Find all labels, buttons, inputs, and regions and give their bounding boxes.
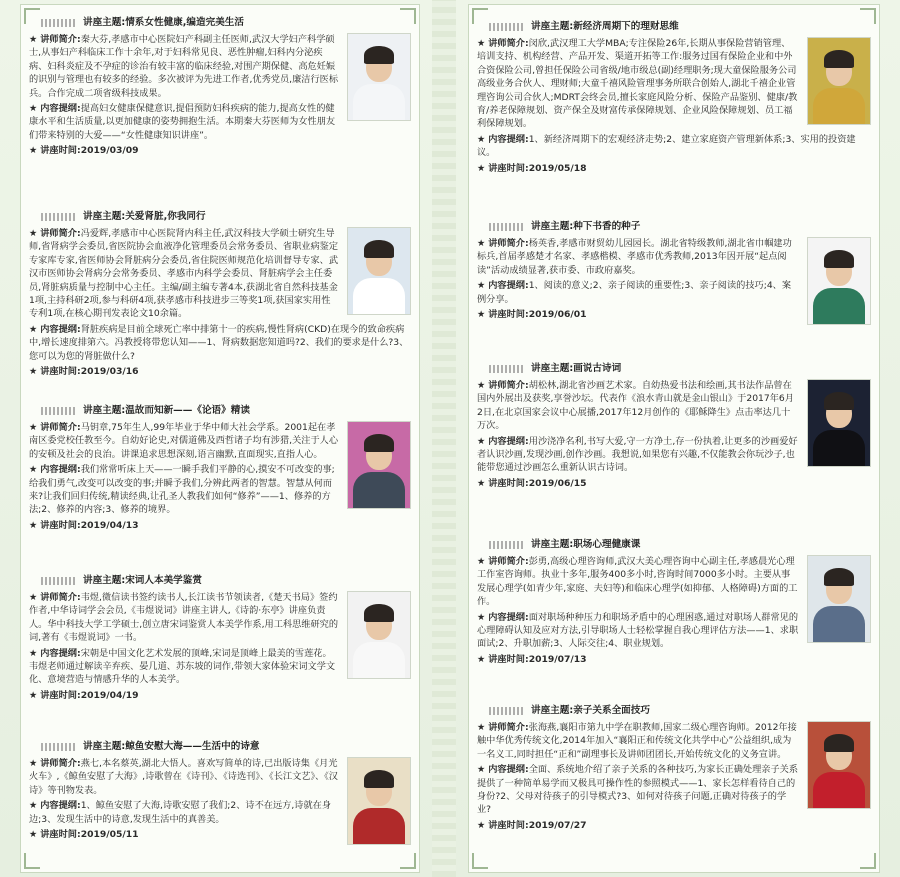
topic-label: 讲座主题: <box>83 17 126 28</box>
bullet-star-icon: ★ <box>29 422 38 433</box>
content-outline-text: 宋朝是中国文化艺术发展的顶峰,宋词是顶峰上最美的雪莲花。韦煜老师通过解读辛弃疾、晏几道、苏东坡的词作,带领大家体验宋词文学文化、意境营造与情感升华的人本美学。 <box>29 647 336 686</box>
topic-title: 种下书香的种子 <box>573 221 641 232</box>
lecture-topic <box>477 537 873 553</box>
bullet-star-icon: ★ <box>477 133 486 145</box>
topic-decoration <box>489 707 523 715</box>
lecture-block <box>477 361 873 490</box>
speaker-photo <box>807 237 871 325</box>
speaker-intro-label: 讲师简介: <box>40 422 81 433</box>
bullet-star-icon: ★ <box>477 162 486 174</box>
bullet-star-icon: ★ <box>477 653 486 665</box>
topic-decoration <box>489 541 523 549</box>
content-outline-label: 内容提纲: <box>488 764 529 776</box>
topic-decoration <box>41 19 75 27</box>
content-outline-text: 1、阅读的意义;2、亲子阅读的重要性;3、亲子阅读的技巧;4、案例分享。 <box>477 280 792 305</box>
bullet-star-icon: ★ <box>29 689 38 701</box>
bullet-star-icon: ★ <box>29 103 38 115</box>
speaker-intro-text: 张海燕,襄阳市第九中学在职教师,国家二级心理咨询师。2012年接触中华优秀传统文化,2014年加入“襄阳正和传统文化共学中心”公益组织,成为一名义工,同时担任“正和”副理事长及讲师团团长,开始传统文化的义务宣讲。 <box>477 722 797 760</box>
content-outline-text: 我们常常听床上天——一瞬手我们平静的心,摸安不可改变的事;给我们勇气,改变可以改变的事;并瞬予我们,分辨此两者的智慧。智慧从何而来?让我们回归传统,精读经典,让孔圣人教我们如何“修养”——1、修养的方法;2、修养的内容;3、修养的境界。 <box>29 464 335 516</box>
lecture-topic <box>29 739 413 755</box>
lecture-date-text: 2019/06/01 <box>528 309 587 321</box>
content-outline-text: 全面、系统地介绍了亲子关系的各种技巧,为家长正确处理亲子关系提供了一种简单易学而又极具可操作性的参照模式——1、家长怎样看待自己的身份?2、父母对待孩子的引导模式?3、如何对待孩子问题,正确对待孩子的学业? <box>477 764 799 816</box>
lecture-date-text: 2019/03/16 <box>80 366 139 378</box>
content-outline-label: 内容提纲: <box>488 435 529 447</box>
left-column <box>20 4 420 873</box>
speaker-photo-hair <box>824 250 854 268</box>
speaker-photo <box>347 757 411 845</box>
speaker-intro-text: 胡松林,湖北省沙画艺术家。自幼热爱书法和绘画,其书法作品曾在国内外展出及获奖,享誉沙坛。代表作《浪水青山就是金山银山》于2017年6月2日,在北京国家会议中心展播,2017年12月创作的《耶稣降生》点击率达几十万次。 <box>477 380 794 432</box>
lecture-date-text: 2019/04/13 <box>80 519 139 531</box>
lecture-body <box>29 421 413 532</box>
lecture-block <box>29 15 413 158</box>
lecture-date-label: 讲座时间: <box>488 162 529 174</box>
bullet-star-icon: ★ <box>29 34 38 45</box>
lecture-block <box>29 739 413 848</box>
topic-title: 亲子关系全面技巧 <box>573 705 650 716</box>
lecture-body <box>477 555 873 666</box>
speaker-photo-hair <box>364 604 394 622</box>
content-outline-label: 内容提纲: <box>40 647 81 659</box>
bullet-star-icon: ★ <box>477 435 486 447</box>
lecture-date <box>29 689 413 702</box>
bullet-star-icon: ★ <box>477 477 486 489</box>
speaker-photo <box>807 721 871 809</box>
lecture-date-label: 讲座时间: <box>488 477 529 489</box>
lecture-date-text: 2019/03/09 <box>80 145 139 157</box>
bullet-star-icon: ★ <box>29 829 38 841</box>
speaker-photo-torso <box>813 430 865 466</box>
topic-title: 画说古诗词 <box>573 363 622 374</box>
speaker-photo <box>807 555 871 643</box>
speaker-photo-hair <box>824 392 854 410</box>
bullet-star-icon: ★ <box>477 380 486 391</box>
speaker-intro-text: 彭勇,高级心理咨询师,武汉大美心理咨询中心副主任,孝感晨光心理工作室咨询师。执业十多年,服务400多小时,咨询时间7000多小时。主要从事发展心理学(如青少年,家庭、夫妇等)和临床心理学(如抑郁、人格障碍)方面的工作。 <box>477 556 798 608</box>
topic-decoration <box>41 743 75 751</box>
bullet-star-icon: ★ <box>477 611 486 623</box>
lecture-body <box>29 757 413 841</box>
lecture-block <box>477 537 873 666</box>
lecture-topic <box>29 573 413 589</box>
speaker-intro-label: 讲师简介: <box>488 556 529 567</box>
lecture-date <box>29 365 413 378</box>
speaker-photo-hair <box>364 770 394 788</box>
speaker-intro-label: 讲师简介: <box>40 758 81 769</box>
topic-decoration <box>489 365 523 373</box>
topic-decoration <box>41 407 75 415</box>
speaker-intro-text: 韦煜,微信读书签约读书人,长江读书节领读者,《楚天书局》签约作者,中华诗词学会会员,《韦煜说词》讲座主讲人,《诗韵·东亭》讲座负责人。华中科技大学工学硕士,创立唐宋词鉴赏人本美学作系,用工科思维研究的词,著有《韦煜说词》一书。 <box>29 592 339 644</box>
content-outline-label: 内容提纲: <box>40 323 81 335</box>
topic-label: 讲座主题: <box>531 539 574 550</box>
content-outline-text: 肾脏疾病是目前全球死亡率中排第十一的疾病,慢性肾病(CKD)在现今的致命疾病中,增长速度排第六。冯教授将带您认知——1、肾病数据您知道吗?2、我们的要求是什么?3、您可以为您的肾脏做什么? <box>29 323 409 362</box>
content-outline-text: 提高妇女健康保健意识,提倡预防妇科疾病的能力,提高女性的健康水平和生活质量,以更加健康的姿势拥抱生活。本期秦大芬医师为女性朋友们带来特别的大爱——“女性健康知识讲座”。 <box>29 103 336 141</box>
bullet-star-icon: ★ <box>477 38 486 49</box>
content-outline-text: 用沙浇净名利,书写大爱,守一方净土,存一份执着,让更多的沙画爱好者认识沙画,发现沙画,创作沙画。我想说,如果您有兴趣,不仅能教会你玩沙子,也能带您通过沙画怎么重新认识古诗词。 <box>477 435 798 474</box>
speaker-photo <box>807 37 871 125</box>
right-column <box>468 4 880 873</box>
lecture-block <box>477 219 873 328</box>
speaker-intro-label: 讲师简介: <box>488 238 529 249</box>
topic-decoration <box>41 213 75 221</box>
lecture-date-text: 2019/04/19 <box>80 689 139 701</box>
speaker-intro-text: 燕七,本名蔡英,湖北大悟人。喜欢写简单的诗,已出版诗集《月光火车》,《鲸鱼安慰了大海》,诗歌曾在《诗刊》、《诗选刊》、《长江文艺》、《汉诗》等刊物发表。 <box>29 758 338 796</box>
topic-label: 讲座主题: <box>531 221 574 232</box>
lecture-date-text: 2019/05/11 <box>80 829 139 841</box>
lecture-date-label: 讲座时间: <box>488 309 529 321</box>
lecture-date <box>477 819 873 832</box>
bullet-star-icon: ★ <box>29 228 38 239</box>
content-outline-text: 面对职场种种压力和职场矛盾中的心理困惑,通过对职场人群常见的心理障碍认知及应对方法,引导职场人士轻松掌握自我心理评估方法——1、求职面试;2、升职加薪;3、人际交往;4、职业规划。 <box>477 611 799 650</box>
lecture-block <box>29 403 413 532</box>
speaker-photo-torso <box>353 472 405 508</box>
speaker-photo <box>347 591 411 679</box>
center-spine <box>432 0 456 877</box>
topic-label: 讲座主题: <box>531 363 574 374</box>
topic-decoration <box>489 23 523 31</box>
lecture-topic <box>29 15 413 31</box>
content-outline-label: 内容提纲: <box>488 611 529 623</box>
content-outline <box>477 133 873 160</box>
content-outline-label: 内容提纲: <box>40 103 81 115</box>
speaker-intro-text: 冯爱辉,孝感市中心医院肾内科主任,武汉科技大学硕士研究生导师,省肾病学会委员,省医院协会血液净化管理委员会常务委员、省职业病鉴定专家库专家,省医师协会肾脏病分会委员,省住院医师规范化培训督导专家、武汉市医师协会肾病分会常务委员、孝感市内科学会委员、肾脏病学会主任委员,肾脏病质量与控制中心主任。主编/副主编专著4本,获湖北省自然科技基金1项,主持科研2项,参与科研4项,获孝感市科技进步三等奖1项,获国家实用性专利1项,在核心期刊发表论文10余篇。 <box>29 228 339 320</box>
topic-label: 讲座主题: <box>531 705 574 716</box>
lecture-block <box>477 19 873 175</box>
bullet-star-icon: ★ <box>29 323 38 335</box>
speaker-intro-label: 讲师简介: <box>40 228 81 239</box>
bullet-star-icon: ★ <box>477 764 486 776</box>
speaker-intro-text: 杨英香,孝感市财贸幼儿园园长。湖北省特级教师,湖北省巾帼建功标兵,首届孝感楚才名家、孝感楷模、孝感市优秀教师,2013年因开展“起点阅读”活动成绩显著,获市委、市政府嘉奖。 <box>477 238 792 276</box>
topic-label: 讲座主题: <box>83 211 126 222</box>
topic-title: 情系女性健康,编造完美生活 <box>125 17 244 28</box>
speaker-photo <box>347 421 411 509</box>
topic-decoration <box>489 223 523 231</box>
bullet-star-icon: ★ <box>29 464 38 476</box>
bullet-star-icon: ★ <box>477 819 486 831</box>
speaker-photo-hair <box>364 434 394 452</box>
lecture-date <box>477 162 873 175</box>
content-outline-label: 内容提纲: <box>488 280 529 292</box>
speaker-intro-label: 讲师简介: <box>488 722 529 733</box>
speaker-photo <box>347 33 411 121</box>
bullet-star-icon: ★ <box>477 722 486 733</box>
bullet-star-icon: ★ <box>477 556 486 567</box>
speaker-photo-torso <box>353 278 405 314</box>
lecture-body <box>29 591 413 702</box>
topic-title: 宋词人本美学鉴赏 <box>125 575 202 586</box>
topic-title: 职场心理健康课 <box>573 539 641 550</box>
speaker-intro-text: 马钥章,75年生人,99年毕业于华中师大社会学系。2001起在孝南区委党校任教至今。自幼好论史,对儒道佛及西哲诸子均有涉猎,关注于人心的安顿及社会的良治。讲课追求思想深刻,语言幽默,直面现实,直指人心。 <box>29 422 339 460</box>
lecture-date-label: 讲座时间: <box>40 145 81 157</box>
bullet-star-icon: ★ <box>29 592 38 603</box>
lecture-body <box>29 227 413 378</box>
lecture-date-label: 讲座时间: <box>488 653 529 665</box>
bullet-star-icon: ★ <box>29 647 38 659</box>
lecture-body <box>477 721 873 832</box>
lecture-block <box>29 573 413 702</box>
topic-title: 温故而知新——《论语》精读 <box>125 405 250 416</box>
lecture-date-text: 2019/07/13 <box>528 653 587 665</box>
speaker-photo-hair <box>824 568 854 586</box>
lecture-date-label: 讲座时间: <box>488 819 529 831</box>
lecture-topic <box>477 361 873 377</box>
speaker-photo-torso <box>813 288 865 324</box>
speaker-intro-text: 秦大芬,孝感市中心医院妇产科副主任医师,武汉大学妇产科学硕士,从事妇产科临床工作十余年,对于妇科常见良、恶性肿瘤,妇科内分泌疾病、妇科炎症及不孕症的诊治有较丰富的临床经验,对围产期保健、高危妊娠的识别与管理也有较多的经验。多次被评为先进工作者,优秀党员,廉洁行医标兵。合作完成二项省级科技成果。 <box>29 34 339 99</box>
lecture-body <box>477 37 873 175</box>
speaker-intro-label: 讲师简介: <box>40 34 81 45</box>
bullet-star-icon: ★ <box>477 238 486 249</box>
speaker-photo-torso <box>813 88 865 124</box>
topic-label: 讲座主题: <box>531 21 574 32</box>
speaker-photo-torso <box>353 84 405 120</box>
lecture-topic <box>29 403 413 419</box>
lecture-date-label: 讲座时间: <box>40 519 81 531</box>
lecture-body <box>477 379 873 490</box>
lecture-body <box>477 237 873 321</box>
speaker-photo-torso <box>813 606 865 642</box>
bullet-star-icon: ★ <box>29 519 38 531</box>
bullet-star-icon: ★ <box>29 758 38 769</box>
speaker-photo-hair <box>364 46 394 64</box>
content-outline-label: 内容提纲: <box>40 800 81 812</box>
topic-title: 鲸鱼安慰大海——生活中的诗意 <box>125 741 260 752</box>
topic-label: 讲座主题: <box>83 575 126 586</box>
content-outline-label: 内容提纲: <box>488 133 529 145</box>
topic-label: 讲座主题: <box>83 405 126 416</box>
speaker-photo-torso <box>813 772 865 808</box>
lecture-date-label: 讲座时间: <box>40 366 81 378</box>
speaker-photo <box>347 227 411 315</box>
lecture-date-label: 讲座时间: <box>40 689 81 701</box>
topic-label: 讲座主题: <box>83 741 126 752</box>
speaker-photo-hair <box>824 734 854 752</box>
bullet-star-icon: ★ <box>477 280 486 292</box>
lecture-topic <box>29 209 413 225</box>
lecture-date-text: 2019/07/27 <box>528 819 587 831</box>
speaker-photo-hair <box>824 50 854 68</box>
bullet-star-icon: ★ <box>477 309 486 321</box>
content-outline-text: 1、新经济周期下的宏观经济走势;2、建立家庭资产管理新体系;3、实用的投资建议。 <box>477 133 856 159</box>
lecture-date <box>477 653 873 666</box>
speaker-intro-label: 讲师简介: <box>488 38 529 49</box>
speaker-photo-hair <box>364 240 394 258</box>
lecture-topic <box>477 19 873 35</box>
lecture-block <box>477 703 873 832</box>
lecture-date-text: 2019/06/15 <box>528 477 587 489</box>
speaker-photo-torso <box>353 642 405 678</box>
content-outline-label: 内容提纲: <box>40 464 81 476</box>
lecture-block <box>29 209 413 378</box>
topic-decoration <box>41 577 75 585</box>
lecture-date <box>477 477 873 490</box>
lecture-body <box>29 33 413 158</box>
lecture-date <box>29 519 413 532</box>
speaker-photo <box>807 379 871 467</box>
topic-title: 关爱肾脏,你我同行 <box>125 211 206 222</box>
lecture-topic <box>477 703 873 719</box>
content-outline <box>29 323 413 363</box>
speaker-intro-label: 讲师简介: <box>488 380 529 391</box>
speaker-photo-torso <box>353 808 405 844</box>
bullet-star-icon: ★ <box>29 366 38 378</box>
lecture-topic <box>477 219 873 235</box>
bullet-star-icon: ★ <box>29 800 38 812</box>
speaker-intro-label: 讲师简介: <box>40 592 81 603</box>
content-outline-text: 1、鲸鱼安慰了大海,诗歌安慰了我们;2、诗不在远方,诗就在身边;3、发现生活中的诗意,发现生活中的真善美。 <box>29 800 332 825</box>
topic-title: 新经济周期下的理财思维 <box>573 21 679 32</box>
lecture-date-text: 2019/05/18 <box>528 162 587 174</box>
bullet-star-icon: ★ <box>29 145 38 157</box>
speaker-intro-text: 闵欣,武汉理工大学MBA;专注保险26年,长期从事保险营销管理、培训支持、机构经营、产品开发、渠道开拓等工作:服务过国有保险企业和中外合资保险公司,曾担任保险公司省级/地市级总(副)经理职务;现大童保险服务公司高级业务合伙人、理财师;大童千禧风险管理事务所联合创始人,湖北千禧企业管理咨询公司合伙人;MDRT会终会员,擅长家庭风险分析、保险产品鉴别、健康/教育/养老保障规划、资产保全及财富传承保障规划、企业风险保障规划、员工福利保障规划。 <box>477 38 798 130</box>
lecture-date-label: 讲座时间: <box>40 829 81 841</box>
lecture-date <box>29 144 413 157</box>
